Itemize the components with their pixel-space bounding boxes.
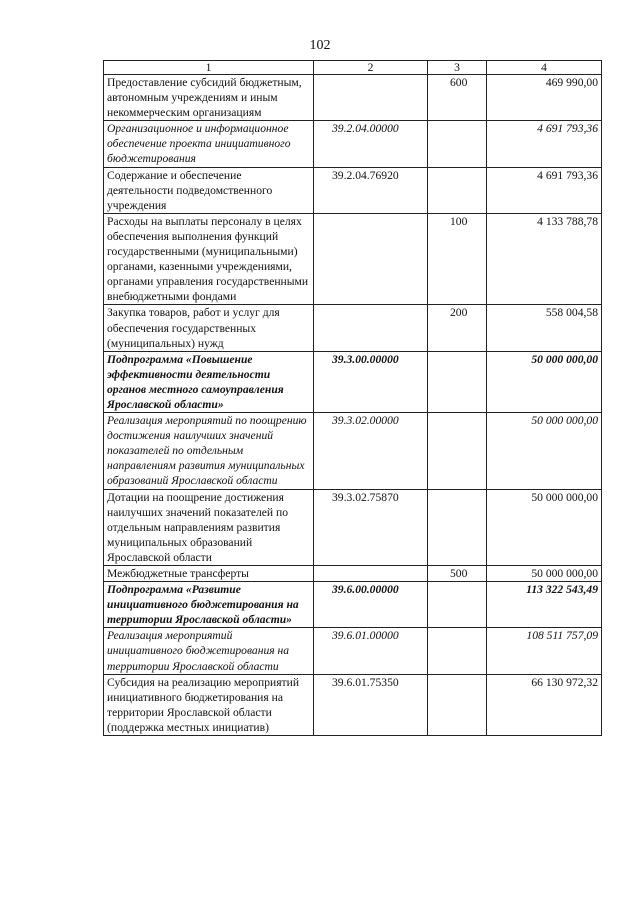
row-type bbox=[428, 167, 487, 213]
table-row bbox=[104, 305, 602, 351]
table-row bbox=[104, 167, 602, 213]
row-name: Дотации на поощрение достижения наилучших значений показателей по отдельным направлениям развития муниципальных образований Ярославской области bbox=[104, 489, 314, 565]
row-name: Реализация мероприятий по поощрению достижения наилучших значений показателей по отдельным направлениям развития муниципальных образований Ярославской области bbox=[104, 413, 314, 489]
header-col-3: 3 bbox=[428, 61, 487, 75]
table-row bbox=[104, 75, 602, 121]
row-type bbox=[428, 489, 487, 565]
row-amount: 558 004,58 bbox=[487, 305, 602, 351]
row-amount: 113 322 543,49 bbox=[487, 582, 602, 628]
row-type: 200 bbox=[428, 305, 487, 351]
table-row bbox=[104, 213, 602, 305]
row-amount: 108 511 757,09 bbox=[487, 628, 602, 674]
table-row bbox=[104, 413, 602, 489]
table-row bbox=[104, 582, 602, 628]
row-code: 39.6.01.75350 bbox=[314, 674, 428, 735]
row-type: 100 bbox=[428, 213, 487, 305]
row-code: 39.6.01.00000 bbox=[314, 628, 428, 674]
row-amount: 4 691 793,36 bbox=[487, 167, 602, 213]
row-type: 500 bbox=[428, 566, 487, 582]
row-code bbox=[314, 213, 428, 305]
row-amount: 469 990,00 bbox=[487, 75, 602, 121]
header-col-4: 4 bbox=[487, 61, 602, 75]
row-amount: 50 000 000,00 bbox=[487, 489, 602, 565]
row-name: Подпрограмма «Развитие инициативного бюджетирования на территории Ярославской области» bbox=[104, 582, 314, 628]
row-amount: 66 130 972,32 bbox=[487, 674, 602, 735]
row-name: Расходы на выплаты персоналу в целях обеспечения выполнения функций государственными (муниципальными) органами, казенными учреждениями, органами управления государственными внебюджетными фондами bbox=[104, 213, 314, 305]
row-code: 39.3.00.00000 bbox=[314, 351, 428, 412]
row-amount: 50 000 000,00 bbox=[487, 566, 602, 582]
row-code: 39.3.02.00000 bbox=[314, 413, 428, 489]
row-type: 600 bbox=[428, 75, 487, 121]
table-header-row bbox=[104, 61, 602, 75]
table-row bbox=[104, 674, 602, 735]
table-row bbox=[104, 566, 602, 582]
row-amount: 4 133 788,78 bbox=[487, 213, 602, 305]
row-amount: 50 000 000,00 bbox=[487, 413, 602, 489]
header-col-1: 1 bbox=[104, 61, 314, 75]
page-number: 102 bbox=[309, 38, 331, 53]
row-name: Закупка товаров, работ и услуг для обеспечения государственных (муниципальных) нужд bbox=[104, 305, 314, 351]
table-row bbox=[104, 628, 602, 674]
row-name: Содержание и обеспечение деятельности подведомственного учреждения bbox=[104, 167, 314, 213]
row-name: Реализация мероприятий инициативного бюджетирования на территории Ярославской области bbox=[104, 628, 314, 674]
row-type bbox=[428, 674, 487, 735]
row-type bbox=[428, 121, 487, 167]
row-name: Подпрограмма «Повышение эффективности деятельности органов местного самоуправления Ярославской области» bbox=[104, 351, 314, 412]
row-name: Субсидия на реализацию мероприятий инициативного бюджетирования на территории Ярославской области (поддержка местных инициатив) bbox=[104, 674, 314, 735]
row-name: Межбюджетные трансферты bbox=[104, 566, 314, 582]
row-code: 39.2.04.00000 bbox=[314, 121, 428, 167]
header-col-2: 2 bbox=[314, 61, 428, 75]
table-row bbox=[104, 489, 602, 565]
row-name: Организационное и информационное обеспечение проекта инициативного бюджетирования bbox=[104, 121, 314, 167]
row-code: 39.2.04.76920 bbox=[314, 167, 428, 213]
table-row bbox=[104, 351, 602, 412]
row-type bbox=[428, 628, 487, 674]
row-name: Предоставление субсидий бюджетным, автономным учреждениям и иным некоммерческим организациям bbox=[104, 75, 314, 121]
row-type bbox=[428, 413, 487, 489]
row-type bbox=[428, 351, 487, 412]
row-code bbox=[314, 566, 428, 582]
row-code: 39.6.00.00000 bbox=[314, 582, 428, 628]
row-code: 39.3.02.75870 bbox=[314, 489, 428, 565]
row-type bbox=[428, 582, 487, 628]
table-row bbox=[104, 121, 602, 167]
row-code bbox=[314, 75, 428, 121]
row-amount: 50 000 000,00 bbox=[487, 351, 602, 412]
budget-table bbox=[103, 60, 602, 736]
row-amount: 4 691 793,36 bbox=[487, 121, 602, 167]
row-code bbox=[314, 305, 428, 351]
